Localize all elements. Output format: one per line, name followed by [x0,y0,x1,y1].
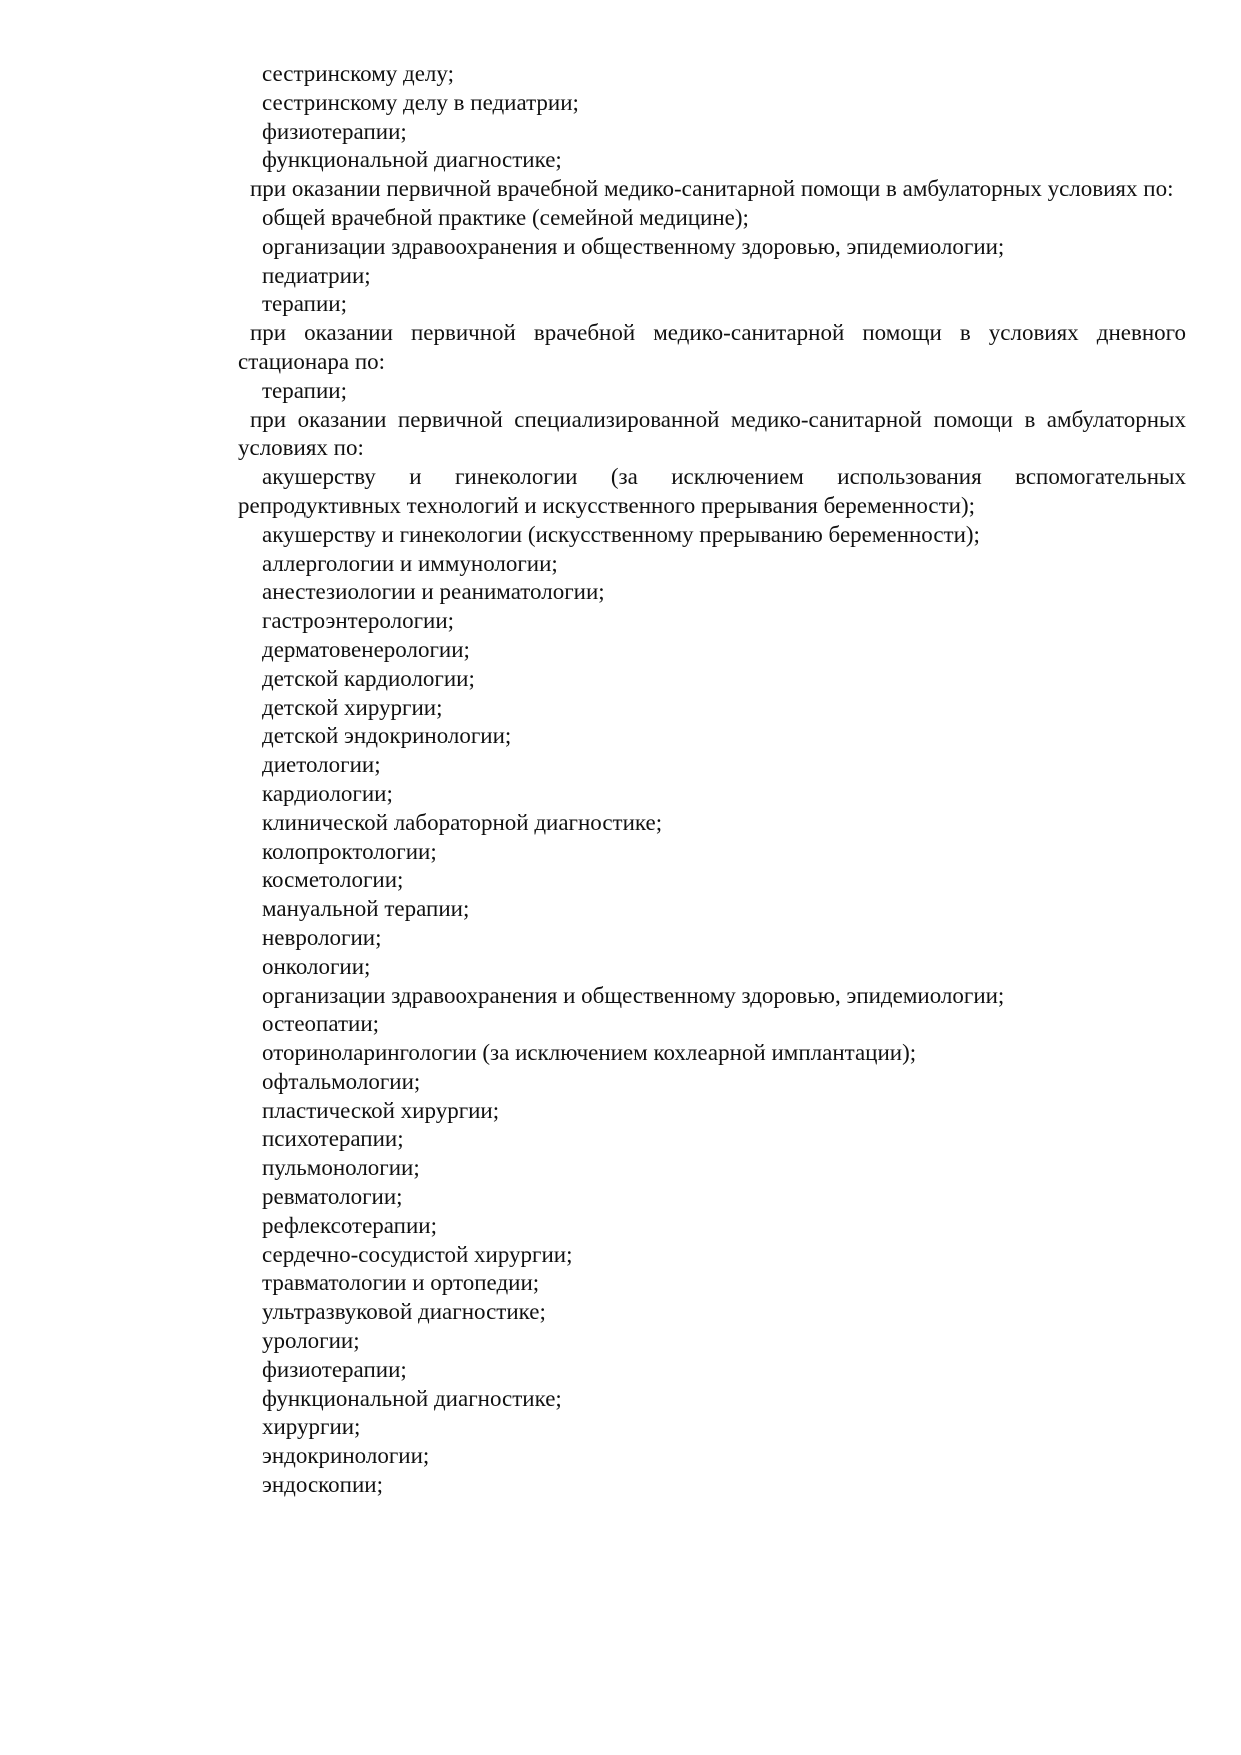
list-item: пульмонологии; [262,1155,420,1181]
list-item: косметологии; [262,867,404,893]
list-item: неврологии; [262,924,382,950]
list-item: колопроктологии; [262,838,437,864]
list-item: сестринскому делу; [262,61,454,86]
list-item: детской эндокринологии; [262,723,512,749]
list-item: эндокринологии; [262,1443,430,1469]
list-item: ультразвуковой диагностике; [262,1299,546,1325]
list-item: диетологии; [262,752,381,778]
list-item: детской хирургии; [262,694,443,720]
list-item: урологии; [262,1328,360,1354]
list-item: хирургии; [262,1414,361,1440]
list-item: акушерству и гинекологии (искусственному прерыванию беременности); [262,521,980,547]
paragraph: при оказании первичной врачебной медико-санитарной помощи в условиях дневного стационара по: [238,320,1186,374]
list-item: офтальмологии; [262,1068,421,1094]
list-item: аллергологии и иммунологии; [262,550,558,576]
list-item: дерматовенерологии; [262,636,470,662]
list-item: мануальной терапии; [262,896,470,922]
list-item: сердечно-сосудистой хирургии; [262,1241,573,1267]
document-body [238,60,1186,1500]
list-item: общей врачебной практике (семейной медицине); [262,204,749,230]
list-item: пластической хирургии; [262,1097,500,1123]
paragraph: при оказании первичной врачебной медико-санитарной помощи в амбулаторных условиях по: [250,176,1174,202]
list-item: физиотерапии; [262,118,407,144]
list-item: анестезиологии и реаниматологии; [262,579,605,605]
list-item: онкологии; [262,953,371,979]
list-item: функциональной диагностике; [262,1385,562,1411]
list-item: педиатрии; [262,262,371,288]
list-item: терапии; [262,291,347,317]
list-item: клинической лабораторной диагностике; [262,809,663,835]
list-item: травматологии и ортопедии; [262,1270,540,1296]
list-item: организации здравоохранения и общественному здоровью, эпидемиологии; [262,233,1005,259]
list-item: физиотерапии; [262,1356,407,1382]
list-item: кардиологии; [262,780,393,806]
list-item: ревматологии; [262,1184,403,1210]
list-item: детской кардиологии; [262,665,475,691]
paragraph: акушерству и гинекологии (за исключением использования вспомогательных репродуктивных технологий и искусственного прерывания беременности); [238,464,1186,518]
list-item: организации здравоохранения и общественному здоровью, эпидемиологии; [262,982,1005,1008]
list-item: сестринскому делу в педиатрии; [262,89,579,115]
list-item: эндоскопии; [262,1472,383,1498]
list-item: психотерапии; [262,1126,404,1152]
list-item: рефлексотерапии; [262,1212,437,1238]
paragraph: при оказании первичной специализированной медико-санитарной помощи в амбулаторных условиях по: [238,406,1186,461]
list-item: остеопатии; [262,1011,380,1037]
list-item: оториноларингологии (за исключением кохлеарной имплантации); [262,1040,917,1066]
list-item: терапии; [262,377,347,403]
list-item: гастроэнтерологии; [262,608,455,634]
list-item: функциональной диагностике; [262,147,562,173]
